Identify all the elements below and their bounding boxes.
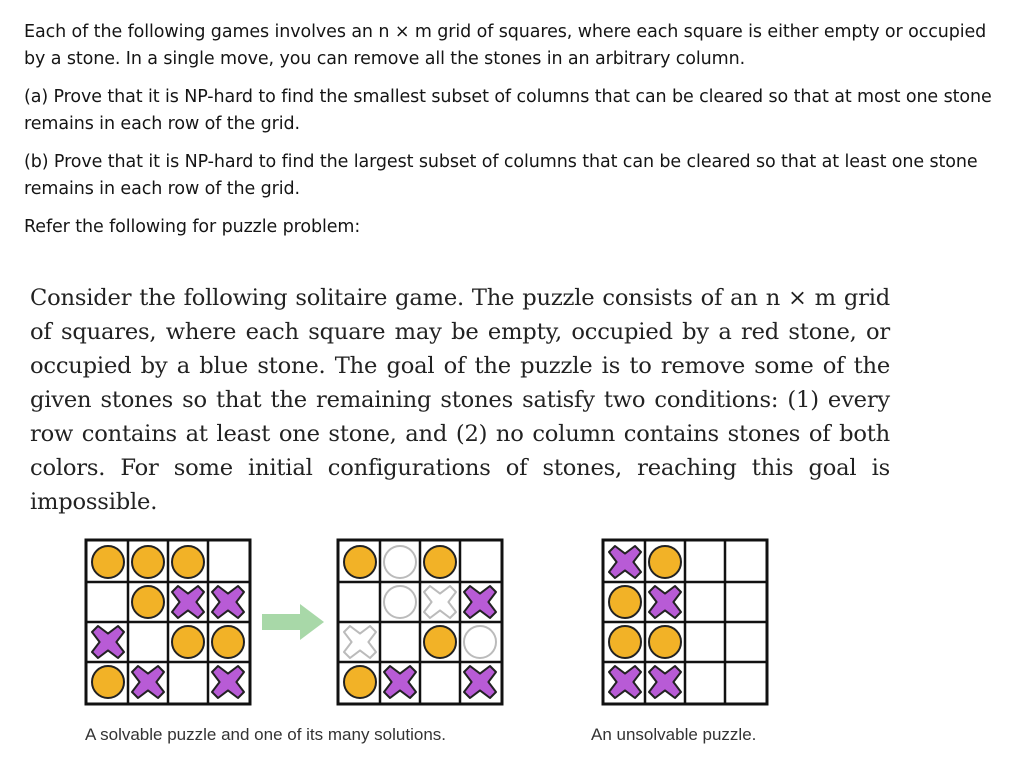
solution-puzzle-grid	[336, 538, 504, 706]
orange-stone	[132, 586, 164, 618]
orange-stone	[172, 626, 204, 658]
orange-stone	[132, 546, 164, 578]
removed-orange-stone	[464, 626, 496, 658]
orange-stone	[609, 626, 641, 658]
question-part-a: (a) Prove that it is NP-hard to find the smallest subset of columns that can be cleared so that at most one stone remains in each row of the grid.	[24, 87, 992, 134]
removed-orange-stone	[384, 546, 416, 578]
orange-stone	[92, 546, 124, 578]
orange-stone	[344, 546, 376, 578]
puzzle-excerpt-text: Consider the following solitaire game. The puzzle consists of an n × m grid of squares, where each square may be empty, occupied by a red stone, or occupied by a blue stone. The goal of the puzzle is to remove some of the given stones so that the remaining stones satisfy two conditions: (1) every row contains at least one stone, and (2) no column contains stones of both colors. For some initial configurations of stones, reaching this goal is impossible.	[30, 285, 890, 515]
solvable-puzzle-grid	[84, 538, 252, 706]
question-refer: Refer the following for puzzle problem:	[24, 217, 361, 237]
unsolvable-puzzle-grid	[601, 538, 769, 706]
arrow-shaft	[262, 614, 302, 630]
question-intro: Each of the following games involves an n × m grid of squares, where each square is either empty or occupied by a stone. In a single move, you can remove all the stones in an arbitrary column.	[24, 22, 987, 69]
orange-stone	[92, 666, 124, 698]
orange-stone	[609, 586, 641, 618]
orange-stone	[424, 626, 456, 658]
arrow-icon	[262, 602, 324, 647]
orange-stone	[172, 546, 204, 578]
question-part-b: (b) Prove that it is NP-hard to find the largest subset of columns that can be cleared so that at least one stone remains in each row of the grid.	[24, 152, 978, 199]
orange-stone	[212, 626, 244, 658]
caption-solvable: A solvable puzzle and one of its many solutions.	[85, 725, 446, 744]
caption-unsolvable: An unsolvable puzzle.	[591, 725, 757, 744]
orange-stone	[344, 666, 376, 698]
orange-stone	[649, 626, 681, 658]
orange-stone	[424, 546, 456, 578]
orange-stone	[649, 546, 681, 578]
arrow-head	[300, 604, 324, 640]
removed-orange-stone	[384, 586, 416, 618]
